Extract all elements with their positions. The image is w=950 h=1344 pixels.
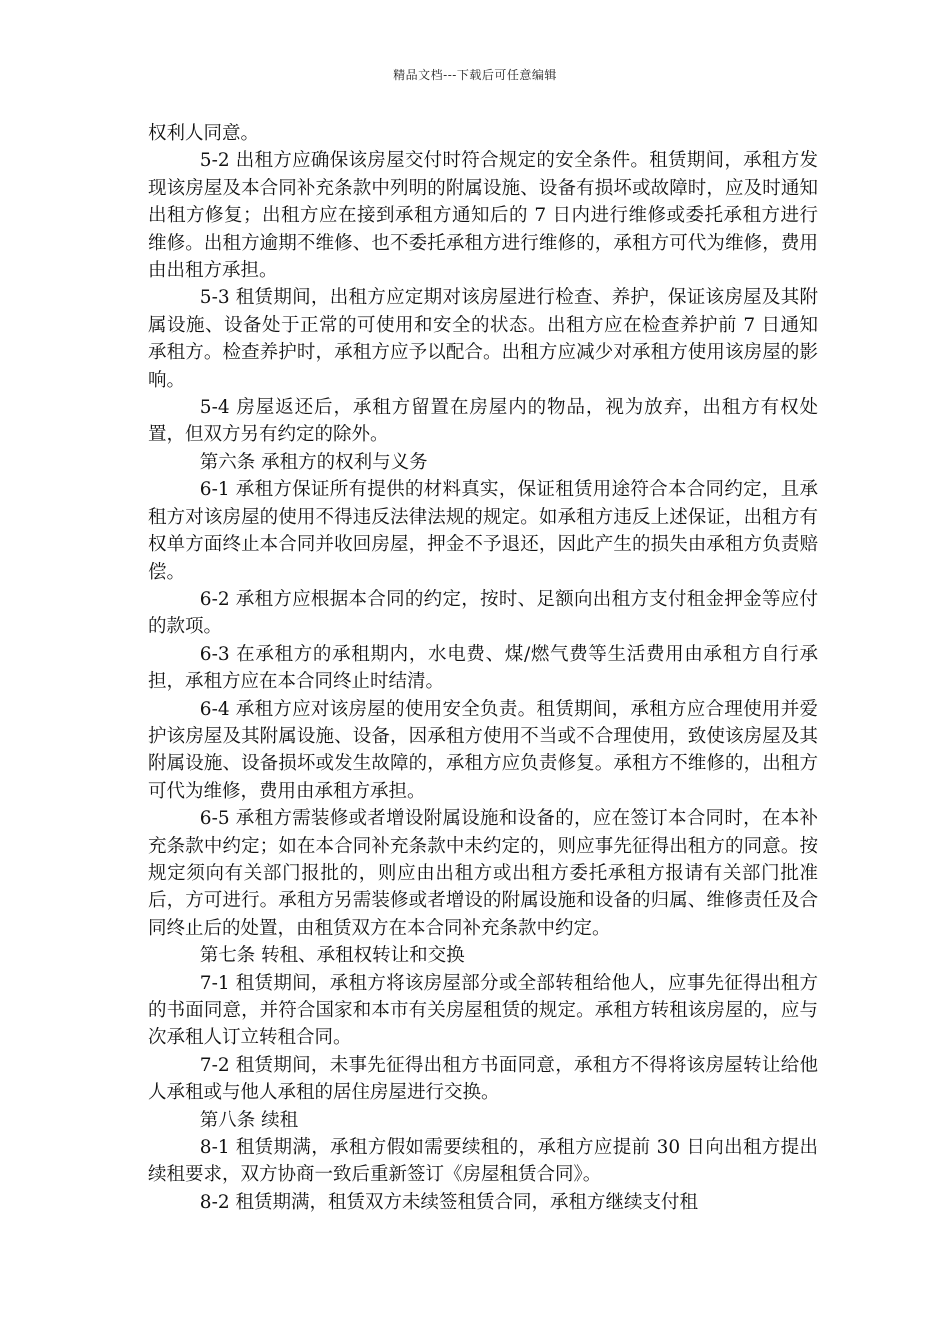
paragraph-continuation: 权利人同意。 [148,123,260,144]
article-6-heading: 第六条 承租方的权利与义务 [199,451,428,473]
clause-5-3: 5-3 租赁期间，出租方应定期对该房屋进行检查、养护，保证该房屋及其附属设施、设备处于正常的可使用和安全的状态。出租方应在检查养护前 7 日通知承租方。检查养护时，承租方应予以配合。出租方应减少对承租方使用该房屋的影响。 [148,287,818,391]
article-7-heading: 第七条 转租、承租权转让和交换 [199,945,465,967]
clause-6-3: 6-3 在承租方的承租期内，水电费、煤/燃气费等生活费用由承租方自行承担，承租方应在本合同终止时结清。 [148,643,818,693]
clause-5-4: 5-4 房屋返还后，承租方留置在房屋内的物品，视为放弃，出租方有权处置，但双方另有约定的除外。 [148,397,818,446]
clause-7-1: 7-1 租赁期间，承租方将该房屋部分或全部转租给他人，应事先征得出租方的书面同意，并符合国家和本市有关房屋租赁的规定。承租方转租该房屋的，应与次承租人订立转租合同。 [148,972,818,1049]
clause-8-1: 8-1 租赁期满，承租方假如需要续租的，承租方应提前 30 日向出租方提出续租要求，双方协商一致后重新签订《房屋租赁合同》。 [148,1137,818,1186]
document-body [148,120,818,1216]
clause-8-2: 8-2 租赁期满，租赁双方未续签租赁合同，承租方继续支付租 [199,1191,698,1213]
clause-5-2: 5-2 出租方应确保该房屋交付时符合规定的安全条件。租赁期间，承租方发现该房屋及本合同补充条款中列明的附属设施、设备有损坏或故障时，应及时通知出租方修复；出租方应在接到承租方通知后的 7 日内进行维修或委托承租方进行维修。出租方逾期不维修、也不委托承租方进行维修的，承租方可代为维修，费用由出租方承担。 [148,150,818,282]
clause-6-1: 6-1 承租方保证所有提供的材料真实，保证租赁用途符合本合同约定，且承租方对该房屋的使用不得违反法律法规的规定。如承租方违反上述保证，出租方有权单方面终止本合同并收回房屋，押金不予退还，因此产生的损失由承租方负责赔偿。 [148,479,818,583]
article-8-heading: 第八条 续租 [199,1109,299,1131]
page-header: 精品文档---下载后可任意编辑 [393,68,557,82]
clause-6-2: 6-2 承租方应根据本合同的约定，按时、足额向出租方支付租金押金等应付的款项。 [148,588,818,638]
clause-6-4: 6-4 承租方应对该房屋的使用安全负责。租赁期间，承租方应合理使用并爱护该房屋及其附属设施、设备，因承租方使用不当或不合理使用，致使该房屋及其附属设施、设备损坏或发生故障的，承租方应负责修复。承租方不维修的，出租方可代为维修，费用由承租方承担。 [148,698,818,802]
clause-7-2: 7-2 租赁期间，未事先征得出租方书面同意，承租方不得将该房屋转让给他人承租或与他人承租的居住房屋进行交换。 [148,1054,818,1104]
clause-6-5: 6-5 承租方需装修或者增设附属设施和设备的，应在签订本合同时，在本补充条款中约定；如在本合同补充条款中未约定的，则应事先征得出租方的同意。按规定须向有关部门报批的，则应由出租方或出租方委托承租方报请有关部门批准后，方可进行。承租方另需装修或者增设的附属设施和设备的归属、维修责任及合同终止后的处置，由租赁双方在本合同补充条款中约定。 [148,808,818,939]
